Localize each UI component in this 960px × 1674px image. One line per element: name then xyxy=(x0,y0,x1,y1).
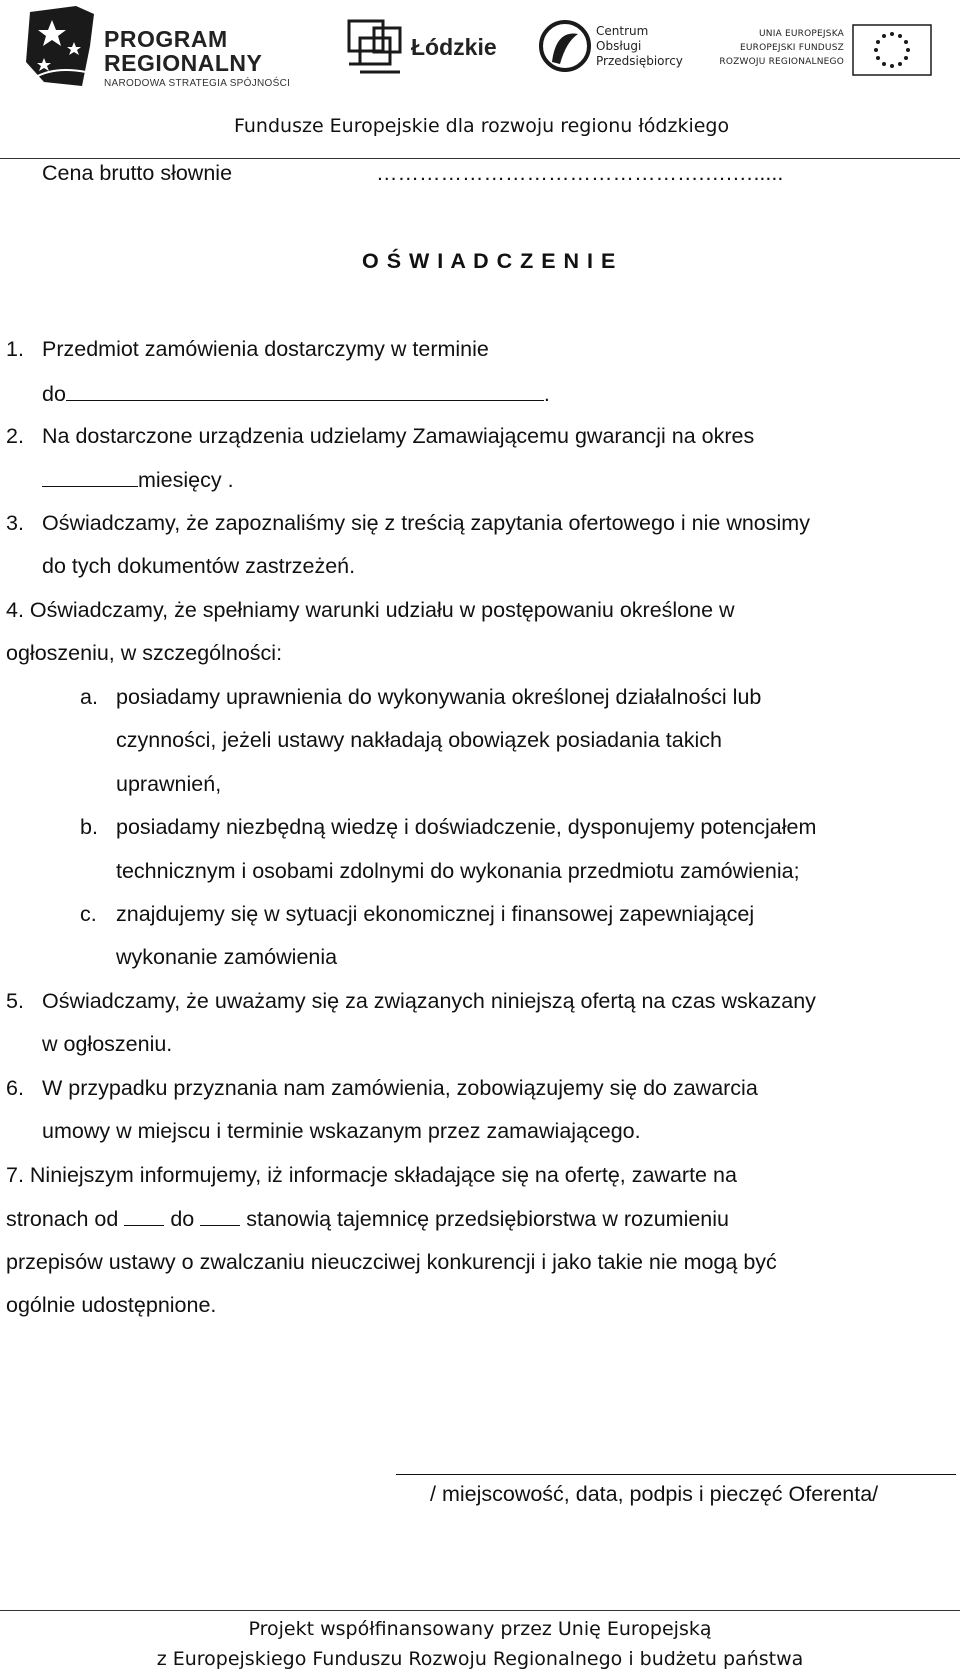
item-1-line1: Przedmiot zamówienia dostarczymy w terminie xyxy=(42,337,489,361)
cop-line1: Centrum xyxy=(596,24,649,38)
document-title: O Ś W I A D C Z E N I E xyxy=(362,249,617,273)
price-words-label: Cena brutto słownie xyxy=(42,161,233,185)
item-6-number: 6. xyxy=(6,1076,24,1100)
item-2-line1: Na dostarczone urządzenia udzielamy Zamawiającemu gwarancji na okres xyxy=(42,424,755,448)
footer-line1: Projekt współfinansowany przez Unię Europejską xyxy=(248,1618,712,1640)
item-3-number: 3. xyxy=(6,511,24,535)
item-4a-line1: posiadamy uprawnienia do wykonywania określonej działalności lub xyxy=(116,685,762,709)
lodzkie-logo xyxy=(346,18,506,78)
item-3-line1: Oświadczamy, że zapoznaliśmy się z treścią zapytania ofertowego i nie wnosimy xyxy=(42,511,810,535)
program-regionalny-logo xyxy=(24,6,314,90)
item-1-suffix: . xyxy=(543,382,550,406)
footer-divider xyxy=(0,1610,960,1611)
pages-from-blank[interactable] xyxy=(124,1205,164,1226)
footer-line2: z Europejskiego Funduszu Rozwoju Regionalnego i budżetu państwa xyxy=(156,1648,804,1670)
item-1-line2 xyxy=(42,380,550,407)
item-4a-line2: czynności, jeżeli ustawy nakładają obowiązek posiadania takich xyxy=(116,728,722,752)
program-regionalny-line2: REGIONALNY xyxy=(104,50,263,76)
delivery-date-blank[interactable] xyxy=(66,380,544,401)
ue-logo xyxy=(710,24,932,80)
signature-caption: / miejscowość, data, podpis i pieczęć Oferenta/ xyxy=(430,1482,879,1506)
ue-line2: EUROPEJSKI FUNDUSZ xyxy=(739,43,844,53)
program-regionalny-line3: NARODOWA STRATEGIA SPÓJNOŚCI xyxy=(104,78,291,89)
lodzkie-name: Łódzkie xyxy=(411,34,497,60)
ue-line3: ROZWOJU REGIONALNEGO xyxy=(719,57,844,67)
item-4b-letter: b. xyxy=(80,815,98,839)
price-words-dots: ……………………………………….….…..... xyxy=(376,161,784,185)
item-4c-line1: znajdujemy się w sytuacji ekonomicznej i finansowej zapewniającej xyxy=(116,902,755,926)
item-4c-line2: wykonanie zamówienia xyxy=(116,945,338,969)
item-7-line2-rest: stanowią tajemnicę przedsiębiorstwa w rozumieniu xyxy=(246,1207,729,1231)
item-7-line4: ogólnie udostępnione. xyxy=(6,1293,217,1317)
cop-emblem-icon xyxy=(538,16,592,76)
item-4b-line1: posiadamy niezbędną wiedzę i doświadczenie, dysponujemy potencjałem xyxy=(116,815,817,839)
pages-to-blank[interactable] xyxy=(200,1205,240,1226)
cop-line3: Przedsiębiorcy xyxy=(596,54,683,68)
cop-line2: Obsługi xyxy=(596,39,642,53)
eu-flag-icon xyxy=(852,24,932,76)
item-5-number: 5. xyxy=(6,989,24,1013)
item-2-suffix: miesięcy . xyxy=(138,468,234,492)
item-7-pages-from-label: stronach od xyxy=(6,1207,119,1231)
item-7-line1: 7. Niniejszym informujemy, iż informacje składające się na ofertę, zawarte na xyxy=(6,1163,737,1187)
item-4a-line3: uprawnień, xyxy=(116,772,222,796)
item-4c-letter: c. xyxy=(80,902,97,926)
header-logos xyxy=(0,0,960,110)
header-divider xyxy=(0,158,960,159)
item-4-line2: ogłoszeniu, w szczególności: xyxy=(6,641,283,665)
item-2-number: 2. xyxy=(6,424,24,448)
cop-logo xyxy=(538,16,688,78)
program-regionalny-line1: PROGRAM xyxy=(104,26,228,52)
item-3-line2: do tych dokumentów zastrzeżeń. xyxy=(42,554,356,578)
header-subtitle: Fundusze Europejskie dla rozwoju regionu łódzkiego xyxy=(234,115,730,137)
item-4-line1: 4. Oświadczamy, że spełniamy warunki udziału w postępowaniu określone w xyxy=(6,598,735,622)
item-5-line1: Oświadczamy, że uważamy się za związanych niniejszą ofertą na czas wskazany xyxy=(42,989,816,1013)
item-6-line2: umowy w miejscu i terminie wskazanym przez zamawiającego. xyxy=(42,1119,641,1143)
item-5-line2: w ogłoszeniu. xyxy=(42,1032,173,1056)
item-4a-letter: a. xyxy=(80,685,98,709)
item-4b-line2: technicznym i osobami zdolnymi do wykonania przedmiotu zamówienia; xyxy=(116,859,800,883)
item-6-line1: W przypadku przyznania nam zamówienia, zobowiązujemy się do zawarcia xyxy=(42,1076,758,1100)
ue-line1: UNIA EUROPEJSKA xyxy=(759,29,844,39)
item-7-line3: przepisów ustawy o zwalczaniu nieuczciwej konkurencji i jako takie nie mogą być xyxy=(6,1250,777,1274)
item-2-line2 xyxy=(42,466,234,493)
signature-line[interactable] xyxy=(396,1474,956,1475)
item-1-prefix: do xyxy=(42,382,66,406)
item-1-number: 1. xyxy=(6,337,24,361)
lodzkie-emblem-icon xyxy=(346,18,406,76)
program-regionalny-emblem-icon xyxy=(24,6,96,88)
item-7-pages-to-label: do xyxy=(170,1207,195,1231)
warranty-months-blank[interactable] xyxy=(42,466,138,487)
item-7-line2 xyxy=(6,1205,729,1232)
